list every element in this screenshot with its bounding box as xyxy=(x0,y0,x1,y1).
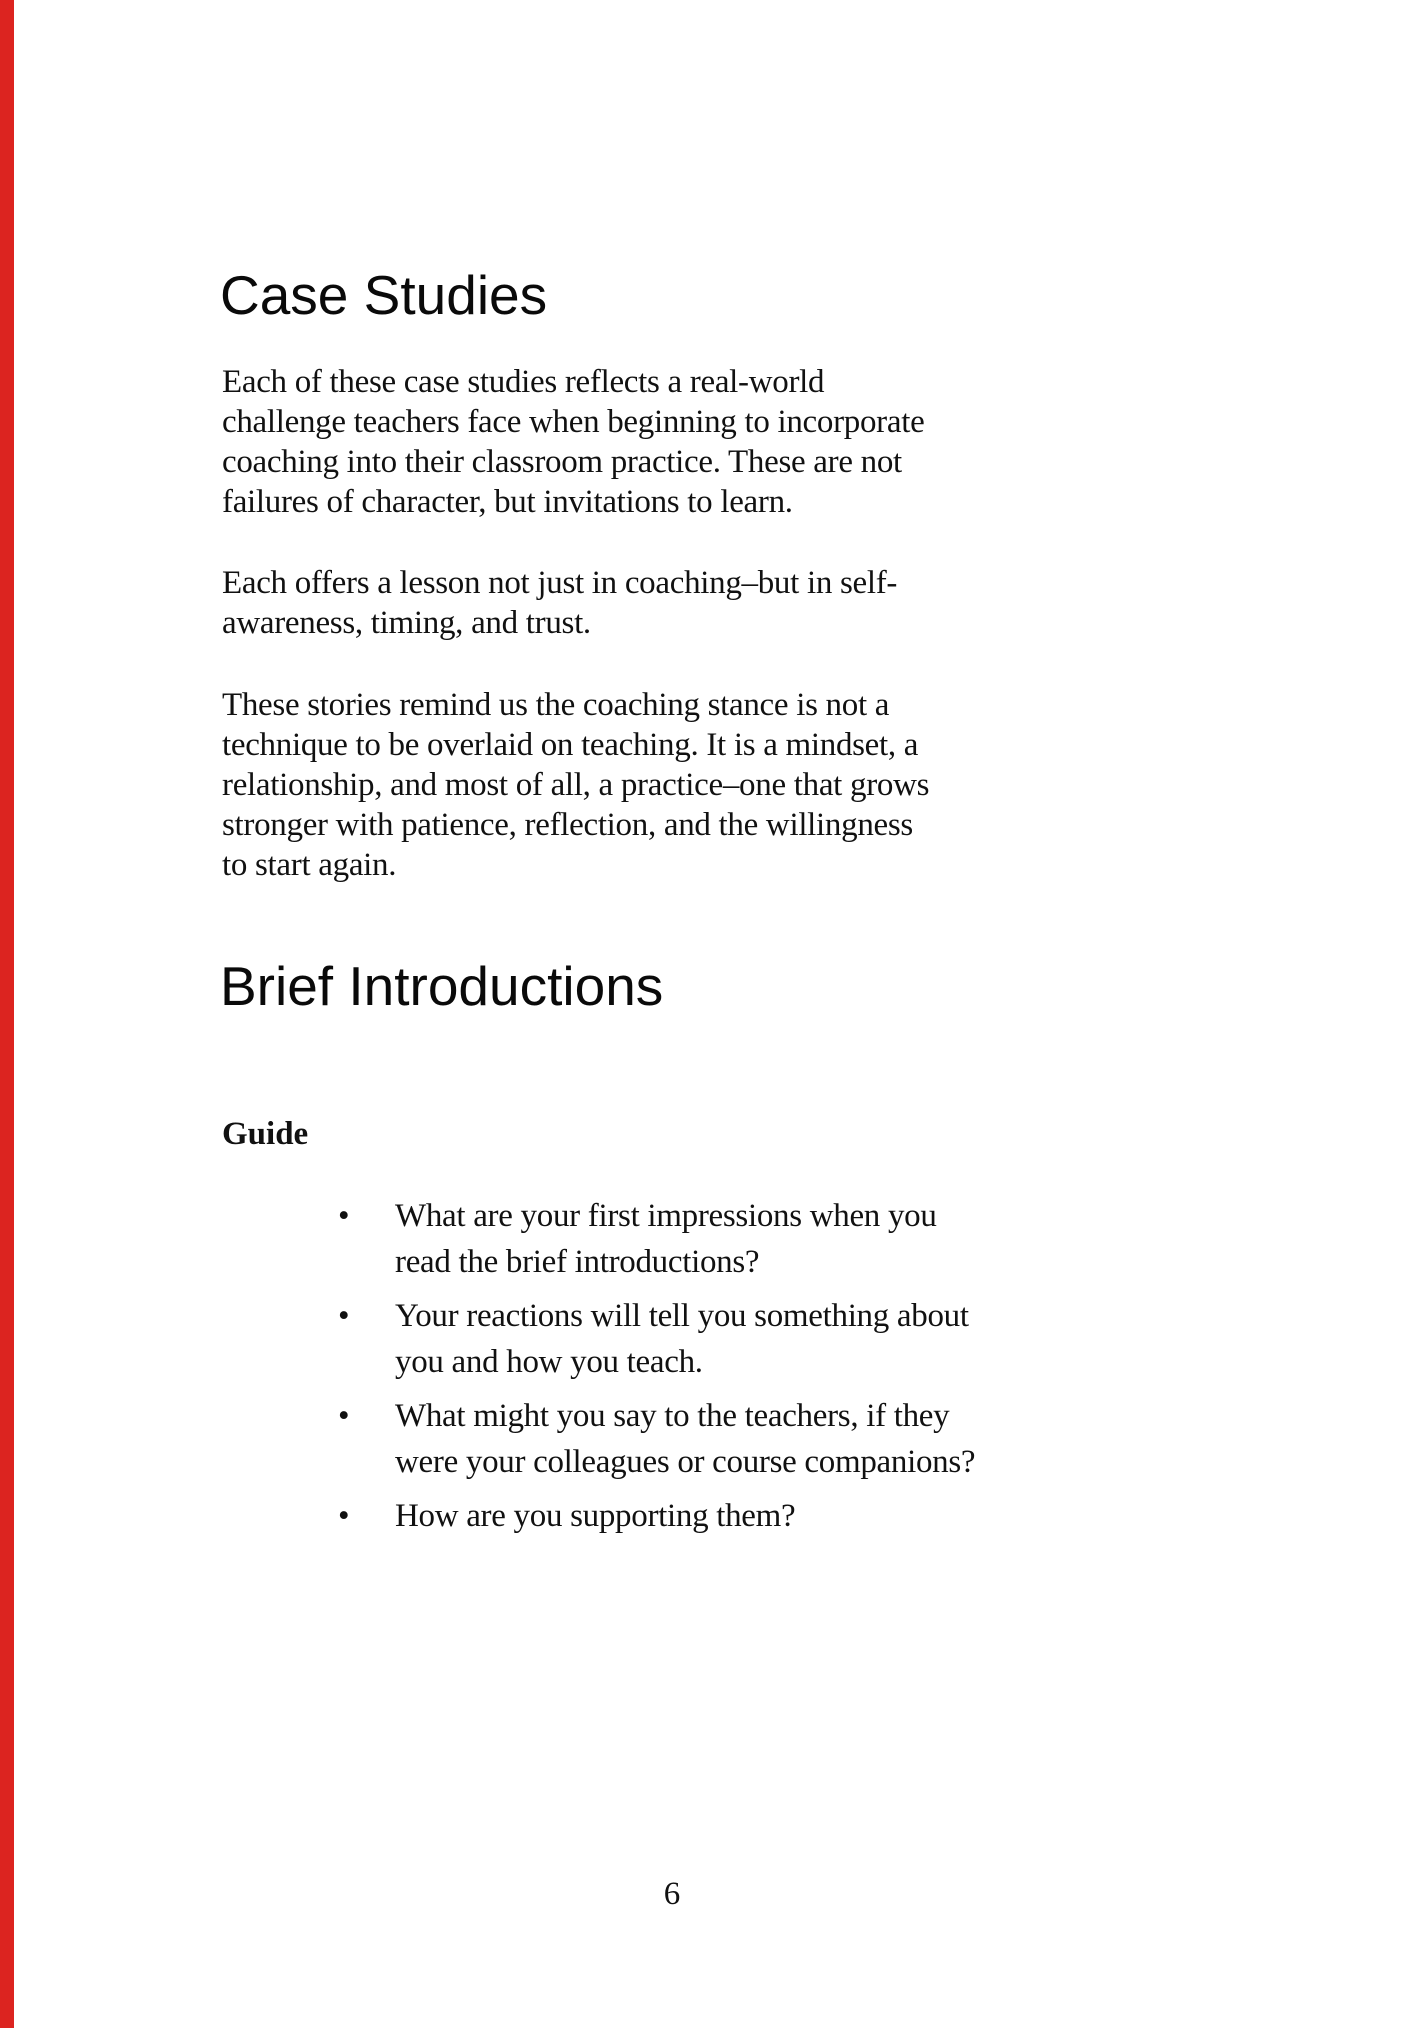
list-item-text: What might you say to the teachers, if they were your colleagues or course companions? xyxy=(395,1398,976,1480)
bullet-icon: • xyxy=(338,1498,350,1534)
guide-bullet-list xyxy=(338,1193,1158,1547)
heading-brief-introductions: Brief Introductions xyxy=(220,955,664,1017)
bullet-icon: • xyxy=(338,1398,350,1434)
list-item xyxy=(338,1393,1158,1485)
paragraph-case-studies-2: Each offers a lesson not just in coaching–but in self- awareness, timing, and trust. xyxy=(222,565,898,641)
bullet-icon: • xyxy=(338,1198,350,1234)
paragraph-case-studies-1: Each of these case studies reflects a real-world challenge teachers face when beginning to incorporate coaching into their classroom practice. These are not failures of character, but invitations to learn. xyxy=(222,364,925,520)
page-number: 6 xyxy=(663,1876,681,1912)
left-accent-bar xyxy=(0,0,14,2028)
list-item xyxy=(338,1293,1158,1385)
list-item xyxy=(338,1493,1158,1539)
subheading-guide: Guide xyxy=(222,1116,309,1152)
list-item-text: What are your first impressions when you read the brief introductions? xyxy=(395,1198,937,1280)
heading-case-studies: Case Studies xyxy=(220,264,548,326)
list-item xyxy=(338,1193,1158,1285)
list-item-text: Your reactions will tell you something about you and how you teach. xyxy=(395,1298,969,1380)
list-item-text: How are you supporting them? xyxy=(395,1498,796,1534)
paragraph-case-studies-3: These stories remind us the coaching stance is not a technique to be overlaid on teaching. It is a mindset, a relationship, and most of all, a practice–one that grows stronger with patience, reflection, and the willingness to start again. xyxy=(222,687,930,883)
bullet-icon: • xyxy=(338,1298,350,1334)
